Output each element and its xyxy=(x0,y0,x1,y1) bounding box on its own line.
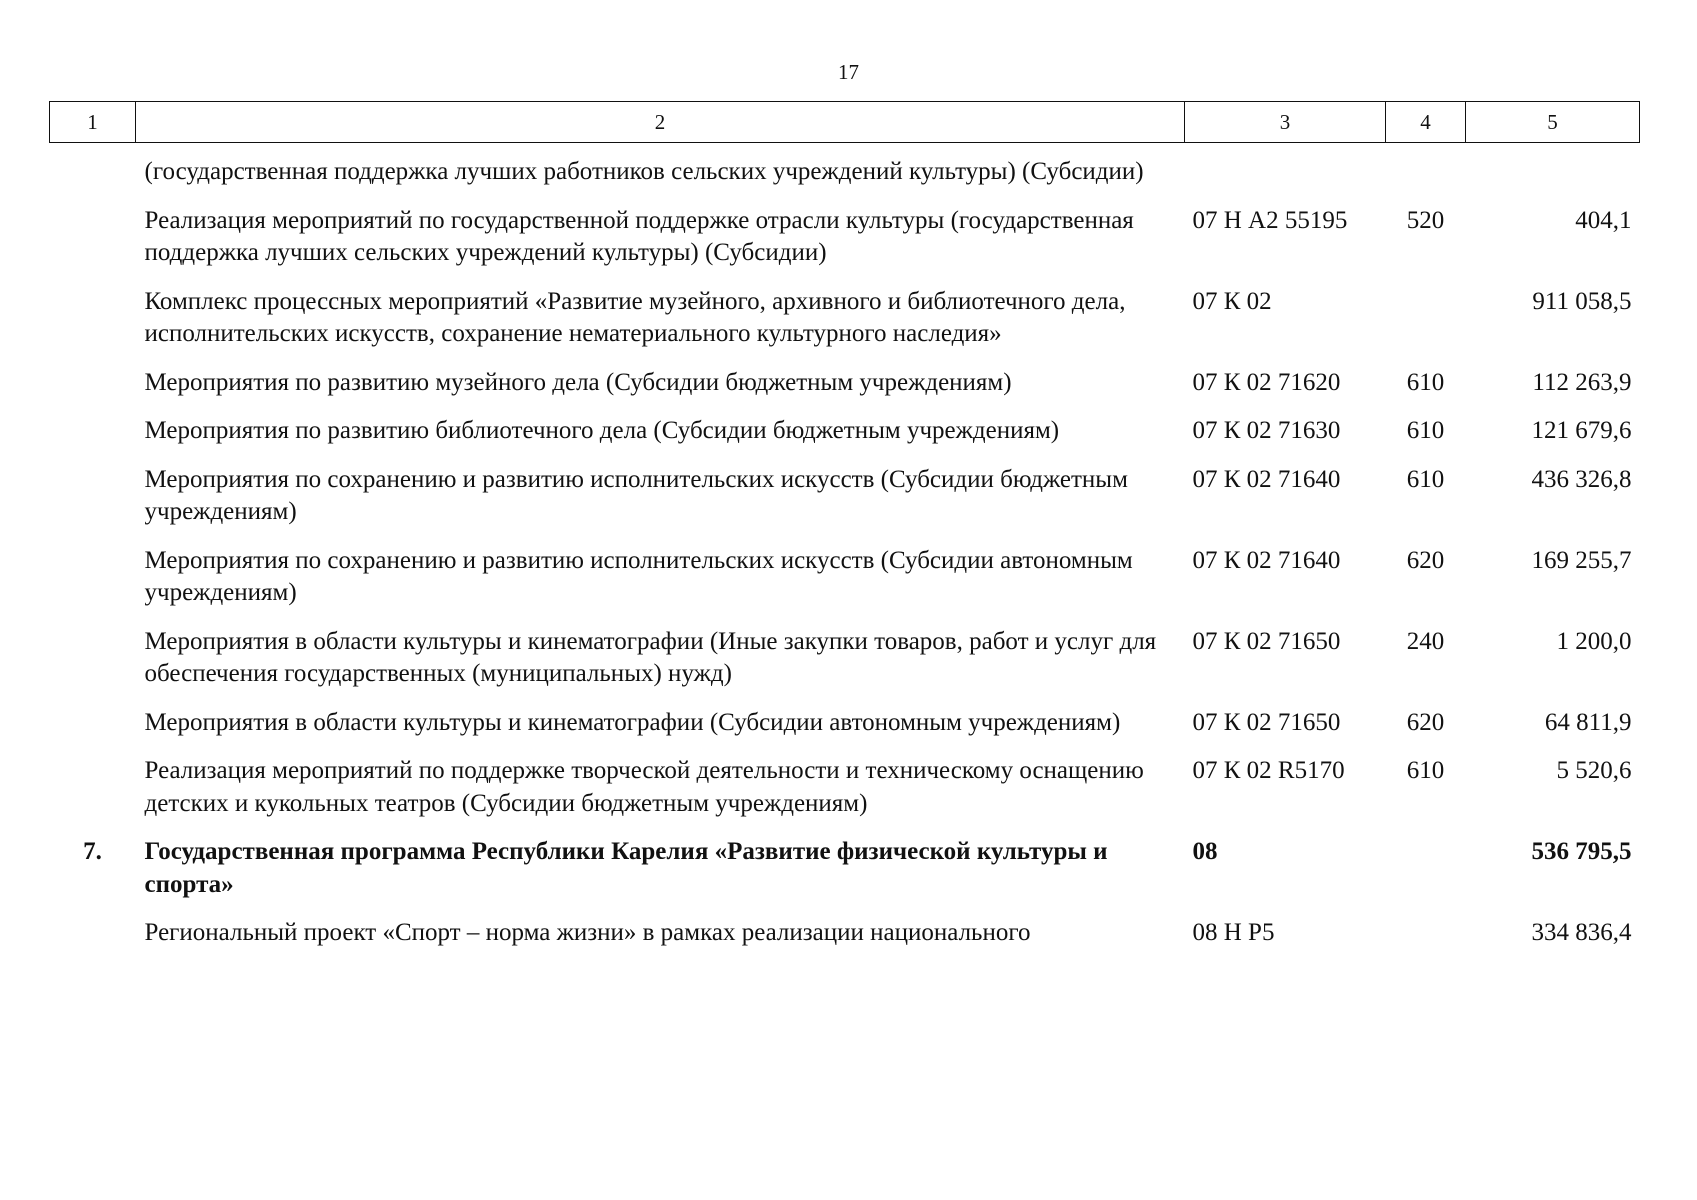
row-expense-type: 240 xyxy=(1406,627,1445,655)
row-amount xyxy=(1466,143,1632,172)
row-code: 07 К 02 71650 xyxy=(1192,708,1341,736)
row-code xyxy=(1193,143,1386,172)
row-expense-type: 620 xyxy=(1406,708,1445,736)
header-row xyxy=(50,102,1640,143)
row-number: 7. xyxy=(83,838,102,865)
row-amount: 1 200,0 xyxy=(1556,627,1632,655)
row-code: 08 xyxy=(1192,838,1218,865)
row-amount: 169 255,7 xyxy=(1531,546,1632,574)
row-code: 08 Н Р5 xyxy=(1192,919,1275,946)
row-code: 07 К 02 71630 xyxy=(1192,417,1341,444)
row-expense-type xyxy=(1386,917,1466,933)
table-row xyxy=(50,917,1640,966)
row-number xyxy=(50,755,136,771)
row-number xyxy=(50,707,136,723)
table-row xyxy=(50,707,1640,756)
table-row xyxy=(50,205,1640,286)
row-amount: 536 795,5 xyxy=(1531,838,1632,865)
row-number xyxy=(50,367,136,383)
row-expense-type xyxy=(1386,143,1466,172)
row-amount: 5 520,6 xyxy=(1556,757,1632,784)
row-expense-type: 620 xyxy=(1406,546,1445,574)
header-col-5: 5 xyxy=(1466,102,1640,143)
table-row-program xyxy=(50,836,1640,917)
row-description: Мероприятия в области культуры и кинематографии (Субсидии автономным учреждениям) xyxy=(144,708,1121,736)
row-amount: 112 263,9 xyxy=(1532,368,1632,396)
row-code: 07 К 02 R5170 xyxy=(1192,757,1345,784)
row-code: 07 К 02 71620 xyxy=(1192,368,1341,396)
row-code: 07 К 02 71640 xyxy=(1192,546,1341,574)
table-row xyxy=(50,415,1640,464)
row-description: Мероприятия по развитию музейного дела (Субсидии бюджетным учреждениям) xyxy=(144,368,1012,396)
row-description: Государственная программа Республики Карелия «Развитие физической культуры и спорта» xyxy=(144,838,1108,898)
row-description: Комплекс процессных мероприятий «Развитие музейного, архивного и библиотечного дела, исполнительских искусств, сохранение нематериального культурного наследия» xyxy=(144,287,1126,347)
row-expense-type: 520 xyxy=(1406,206,1445,234)
table-row xyxy=(50,286,1640,367)
row-expense-type xyxy=(1386,286,1466,302)
table-row xyxy=(50,367,1640,416)
row-amount: 334 836,4 xyxy=(1531,919,1632,946)
row-amount: 404,1 xyxy=(1575,206,1632,234)
header-col-2: 2 xyxy=(136,102,1185,143)
row-code: 07 К 02 71650 xyxy=(1192,627,1341,655)
table-header xyxy=(50,102,1640,143)
row-code: 07 К 02 xyxy=(1192,287,1272,315)
row-code: 07 К 02 71640 xyxy=(1192,465,1341,493)
row-number xyxy=(50,626,136,642)
table-row xyxy=(50,143,1640,205)
row-description: Мероприятия по развитию библиотечного дела (Субсидии бюджетным учреждениям) xyxy=(144,417,1060,444)
row-number xyxy=(50,143,136,172)
row-amount: 436 326,8 xyxy=(1531,465,1632,493)
row-expense-type: 610 xyxy=(1406,465,1445,493)
row-number xyxy=(50,286,136,302)
row-description: Региональный проект «Спорт – норма жизни» в рамках реализации национального xyxy=(144,919,1031,946)
header-col-1: 1 xyxy=(50,102,136,143)
row-amount: 121 679,6 xyxy=(1531,417,1632,444)
header-col-3: 3 xyxy=(1185,102,1386,143)
row-expense-type xyxy=(1386,836,1466,852)
row-expense-type: 610 xyxy=(1406,757,1445,784)
row-expense-type: 610 xyxy=(1406,368,1445,396)
row-number xyxy=(50,464,136,480)
table-row xyxy=(50,755,1640,836)
row-description: Мероприятия по сохранению и развитию исполнительских искусств (Субсидии бюджетным учреждениям) xyxy=(144,465,1128,525)
table-row xyxy=(50,545,1640,626)
row-number xyxy=(50,917,136,933)
budget-table xyxy=(49,101,1640,966)
row-number xyxy=(50,205,136,221)
header-col-4: 4 xyxy=(1386,102,1466,143)
row-code: 07 Н А2 55195 xyxy=(1192,206,1348,234)
page-number: 17 xyxy=(838,60,859,84)
row-description: (государственная поддержка лучших работников сельских учреждений культуры) (Субсидии) xyxy=(144,158,1144,185)
row-number xyxy=(50,545,136,561)
row-amount: 911 058,5 xyxy=(1532,287,1632,315)
row-description: Реализация мероприятий по государственной поддержке отрасли культуры (государственная поддержка лучших сельских учреждений культуры) (Субсидии) xyxy=(144,206,1134,266)
row-description: Мероприятия в области культуры и кинематографии (Иные закупки товаров, работ и услуг для обеспечения государственных (муниципальных) нужд) xyxy=(144,627,1157,687)
row-expense-type: 610 xyxy=(1406,417,1445,444)
row-description: Реализация мероприятий по поддержке творческой деятельности и техническому оснащению детских и кукольных театров (Субсидии бюджетным учреждениям) xyxy=(144,757,1144,817)
table-row xyxy=(50,464,1640,545)
row-number xyxy=(50,415,136,431)
row-description: Мероприятия по сохранению и развитию исполнительских искусств (Субсидии автономным учреждениям) xyxy=(144,546,1133,606)
table-row xyxy=(50,626,1640,707)
row-amount: 64 811,9 xyxy=(1544,708,1632,736)
table-body xyxy=(50,143,1640,966)
